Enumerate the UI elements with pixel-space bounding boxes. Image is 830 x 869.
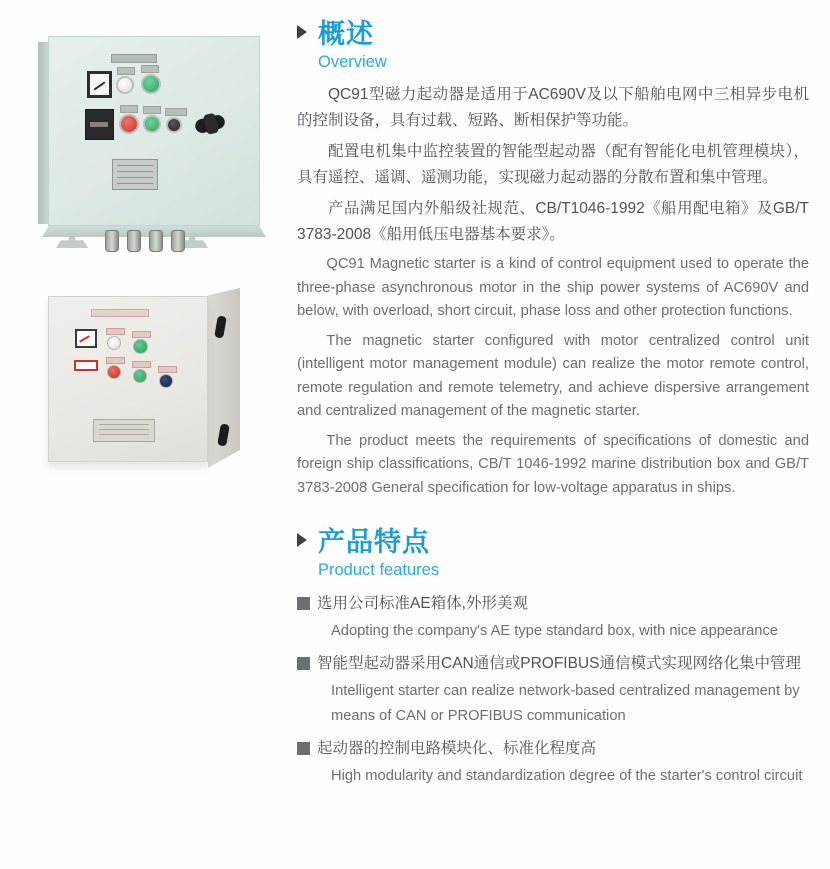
cabinet-top-nameplate <box>91 309 149 317</box>
rating-nameplate <box>93 419 155 442</box>
rotary-switch-handle <box>194 114 226 135</box>
feature-text-en: Intelligent starter can realize network-based centralized management by means of CAN or PROFIBUS communication <box>331 683 800 724</box>
button-label-plate <box>106 357 125 364</box>
product-photo-front-view <box>28 36 272 254</box>
button-label-plate <box>117 67 135 75</box>
feature-text-zh: 起动器的控制电路模块化、标准化程度高 <box>317 740 597 757</box>
button-label-plate <box>158 366 177 373</box>
cabinet-top-nameplate <box>111 54 157 63</box>
green-start-button <box>143 115 161 133</box>
red-stop-button <box>119 114 139 134</box>
overview-paragraph-en: QC91 Magnetic starter is a kind of control equipment used to operate the three-phase asynchronous motor in the ship power systems of AC690V and below, with overload, short circuit, phase loss and other protection functions. <box>297 256 809 319</box>
button-label-plate <box>141 65 159 73</box>
overview-title-en: Overview <box>318 53 387 71</box>
overview-paragraph-en: The product meets the requirements of specifications of domestic and foreign ship classifications, CB/T 1046-1992 marine distribution box and GB/T 3783-2008 General specification for low-voltage apparatus in ships. <box>297 432 809 496</box>
feature-item <box>297 590 809 644</box>
white-indicator-button <box>107 336 121 350</box>
section-arrow-icon <box>297 25 307 39</box>
red-stop-button <box>107 365 121 379</box>
black-button <box>166 117 182 133</box>
square-bullet-icon <box>297 742 310 755</box>
feature-item <box>297 650 809 729</box>
white-indicator-button <box>116 76 134 94</box>
cable-gland <box>149 230 163 252</box>
cabinet-front-panel <box>48 296 208 462</box>
feature-text-zh: 智能型起动器采用CAN通信或PROFIBUS通信模式实现网络化集中管理 <box>317 655 801 672</box>
button-label-plate <box>106 328 125 335</box>
square-bullet-icon <box>297 597 310 610</box>
feature-text-en: High modularity and standardization degree of the starter's control circuit <box>331 768 803 784</box>
overview-section-header <box>297 12 809 51</box>
cable-gland <box>127 230 141 252</box>
features-title-en: Product features <box>318 561 440 579</box>
circuit-breaker <box>85 109 114 140</box>
green-start-button <box>133 369 147 383</box>
green-indicator-button <box>133 339 148 354</box>
overview-title-zh: 概述 <box>318 19 374 49</box>
green-indicator-button <box>141 74 161 94</box>
section-arrow-icon <box>297 533 307 547</box>
ammeter-gauge <box>87 71 112 98</box>
square-bullet-icon <box>297 657 310 670</box>
button-label-plate <box>143 106 161 114</box>
overview-paragraph-zh: 配置电机集中监控装置的智能型起动器（配有智能化电机管理模块），具有遥控、遥调、遥测功能，实现磁力起动器的分散布置和集中管理。 <box>297 143 809 186</box>
cable-gland <box>171 230 185 252</box>
button-label-plate <box>120 105 138 113</box>
rating-nameplate <box>112 159 158 190</box>
button-label-plate <box>132 331 151 338</box>
features-section-header <box>297 520 809 559</box>
ammeter-gauge <box>75 329 97 348</box>
overview-paragraph-zh: 产品满足国内外船级社规范、CB/T1046-1992《船用配电箱》及GB/T 3783-2008《船用低压电器基本要求》。 <box>297 200 809 243</box>
feature-item <box>297 735 809 789</box>
red-framed-label <box>74 360 98 371</box>
overview-paragraph-en: The magnetic starter configured with motor centralized control unit (intelligent motor management module) can realize the motor remote control, remote regulation and remote telemetry, and achieve dispersive arrangement and centralized management of the magnetic starter. <box>297 332 809 419</box>
cabinet-front-panel <box>48 36 260 226</box>
cable-gland <box>105 230 119 252</box>
text-column <box>297 12 809 793</box>
feature-text-en: Adopting the company's AE type standard box, with nice appearance <box>331 623 778 639</box>
button-label-plate <box>165 108 187 116</box>
navy-button <box>159 374 173 388</box>
feature-text-zh: 选用公司标准AE箱体,外形美观 <box>317 595 528 612</box>
button-label-plate <box>132 361 151 368</box>
overview-paragraph-zh: QC91型磁力起动器是适用于AC690V及以下船舶电网中三相异步电机的控制设备，具有过载、短路、断相保护等功能。 <box>297 86 809 129</box>
features-title-zh: 产品特点 <box>318 527 430 557</box>
product-photo-perspective-view <box>40 272 260 484</box>
